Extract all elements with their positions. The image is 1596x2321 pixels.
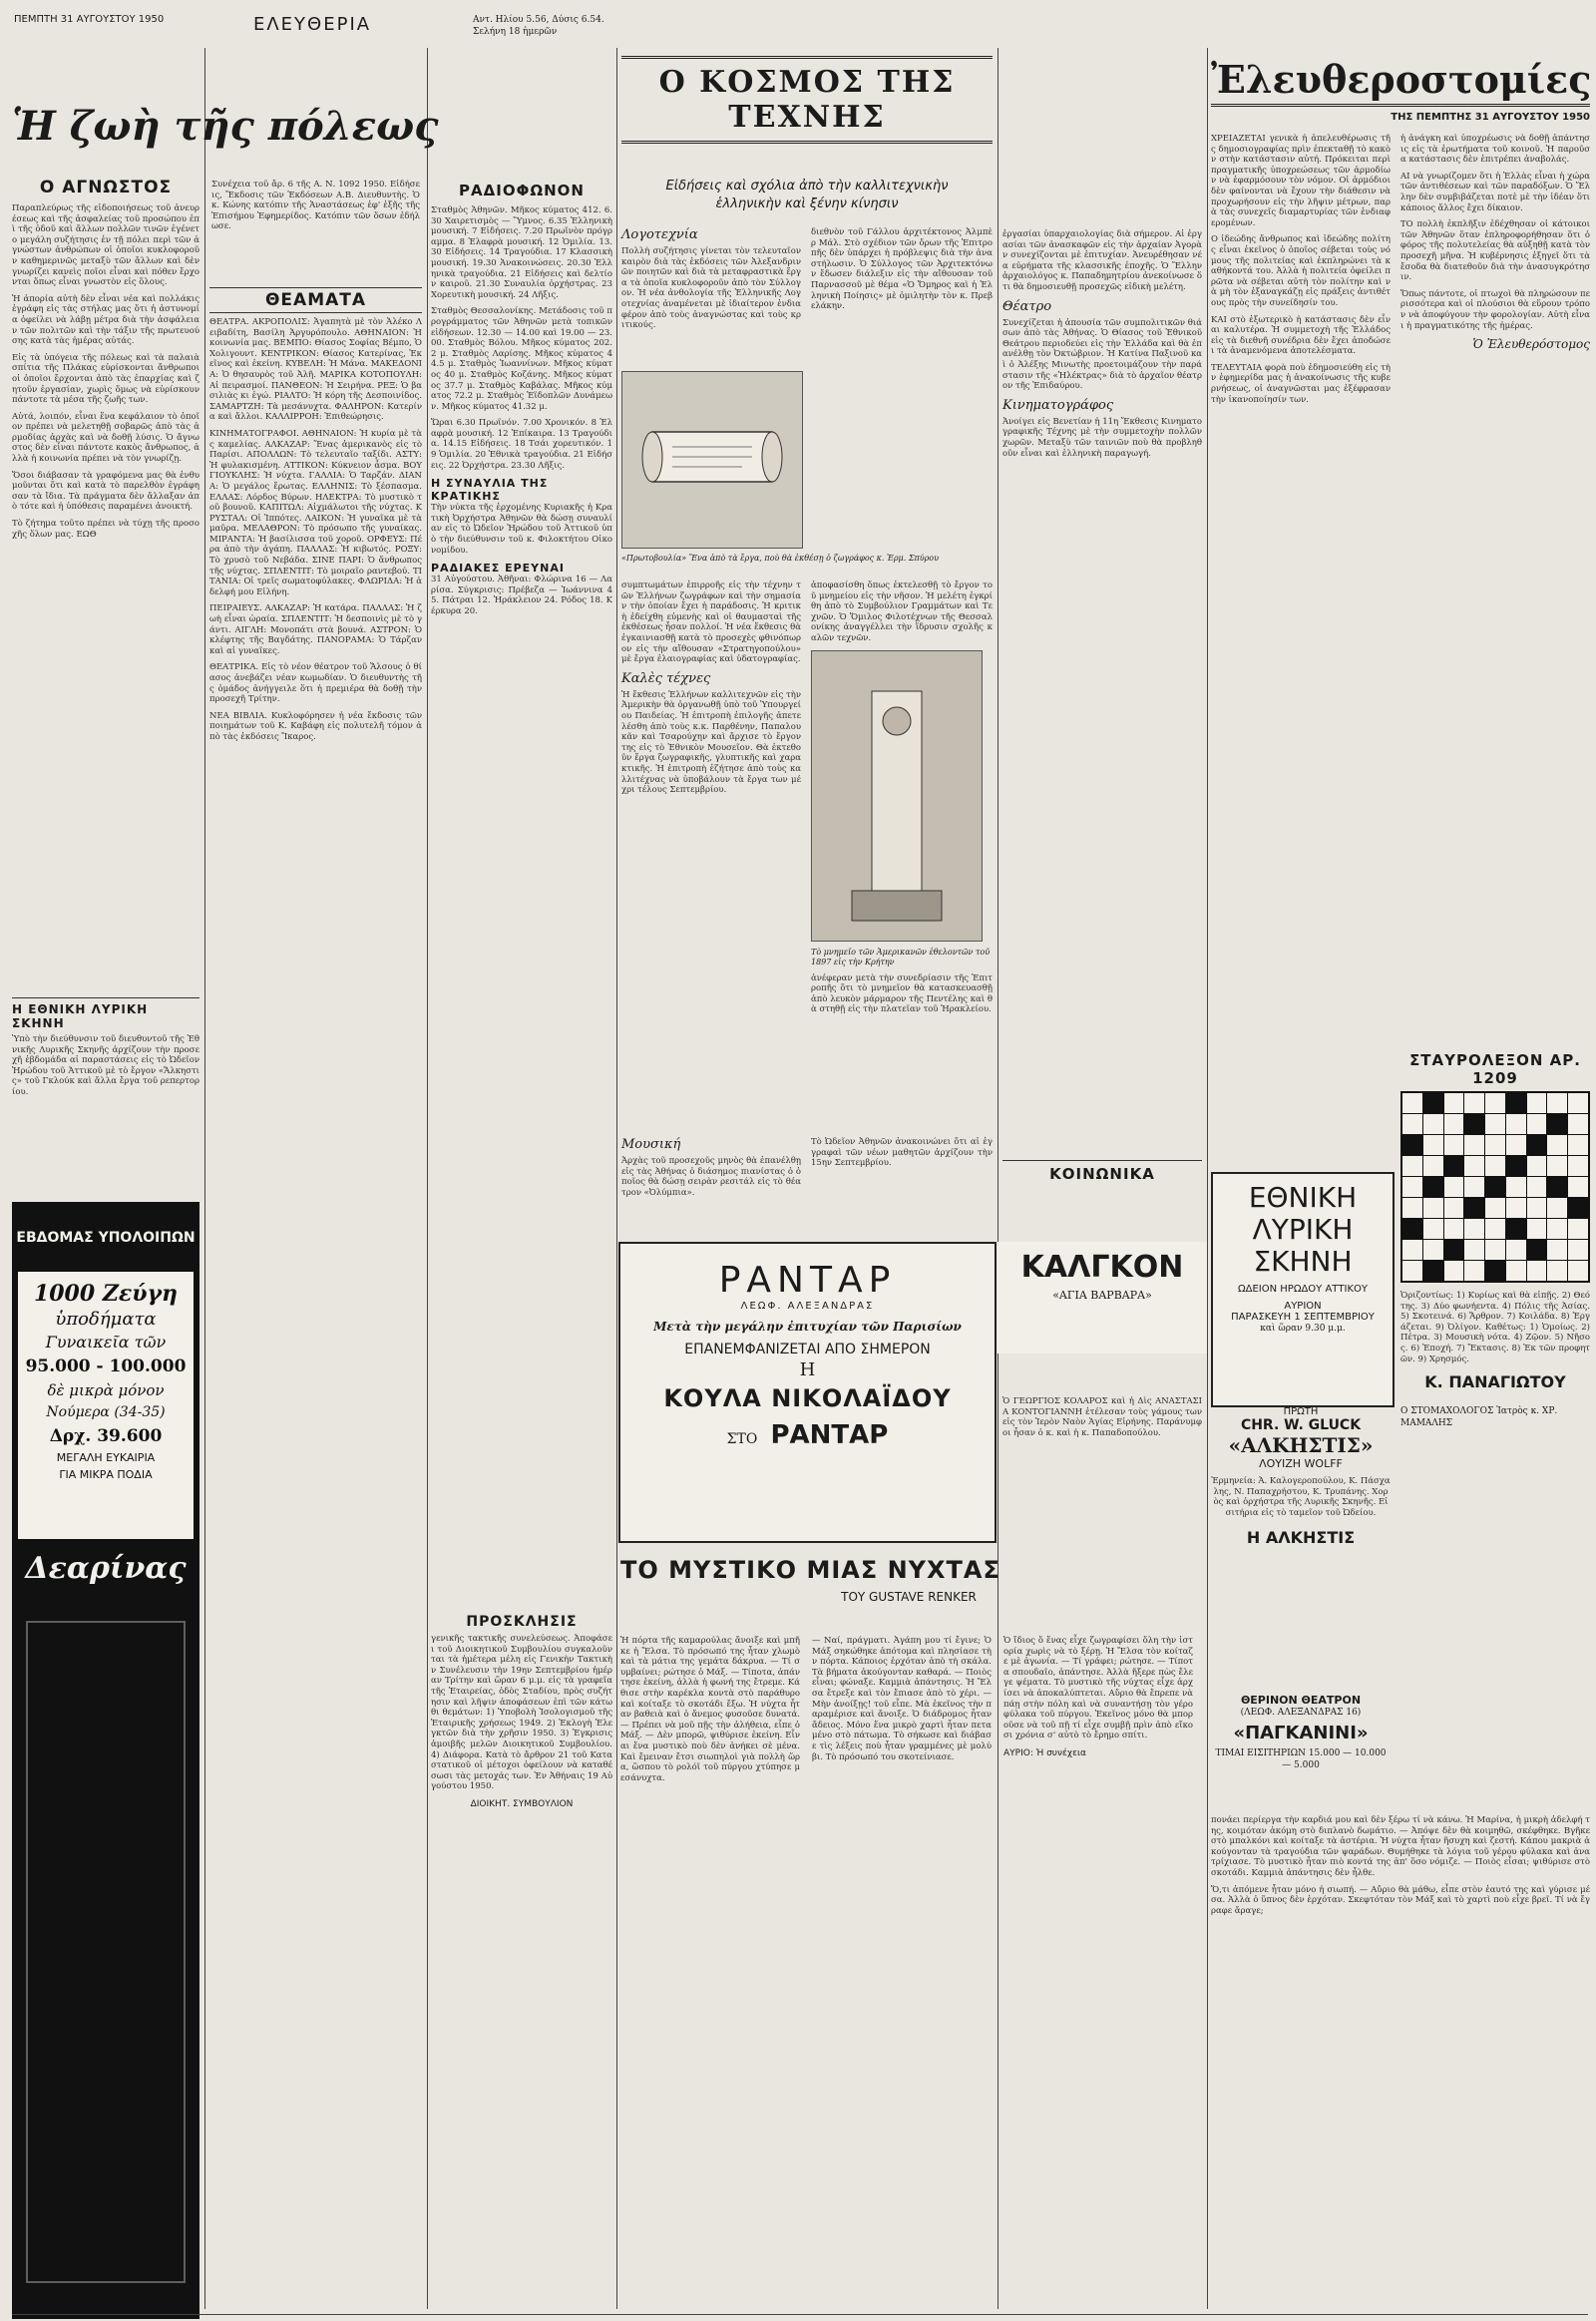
article-text: Τὸ ζήτημα τοῦτο πρέπει νὰ τύχῃ τῆς προσοχῆς ὅλων μας. ΕΩΘ <box>12 519 200 540</box>
art-heading: Ο ΚΟΣΜΟΣ ΤΗΣ ΤΕΧΝΗΣ <box>621 56 993 144</box>
radar-sto: ΣΤΟ <box>726 1431 758 1447</box>
radio-text: Τὴν νύκτα τῆς ἑρχομένης Κυριακῆς ἡ Κρατικὴ Ὀρχήστρα Ἀθηνῶν θὰ δώσῃ συναυλίαν εἰς τὸ Ὠδεῖον Ἡρώδου τοῦ Ἀττικοῦ ὑπὸ τὴν διεύθυνσιν τοῦ κ. Φιλοκτήτου Οἰκονομίδου. <box>431 503 612 556</box>
radio-heading: ΡΑΔΙΟΦΩΝΟΝ <box>459 182 585 199</box>
lyric-stage-article <box>12 997 200 1104</box>
shoe-sale-ad <box>12 1202 200 2319</box>
lyric-ad-opera: «ΑΛΚΗΣΤΙΣ» <box>1228 1433 1374 1457</box>
mystery-author: ΤΟΥ GUSTAVE RENKER <box>841 1590 977 1604</box>
art-subcol-a <box>621 227 801 337</box>
crossword-block <box>1400 1051 1590 1429</box>
koinonika-block <box>1002 1160 1202 1183</box>
eleftherostomies-col-a <box>1211 134 1391 411</box>
art-photo-monument <box>811 650 983 942</box>
city-life-heading: Ἡ ζωὴ τῆς πόλεως <box>12 103 439 150</box>
column-divider <box>427 48 428 2309</box>
cinema-heading: Κινηματογράφος <box>1002 397 1114 413</box>
radio-block <box>211 180 420 238</box>
shoe-ad-line: 1000 Ζεύγη <box>33 1281 179 1307</box>
column-divider <box>204 48 205 2309</box>
shoe-ad-ornament <box>26 1621 186 2283</box>
crossword-heading: ΣΤΑΥΡΟΛΕΞΟΝ ΑΡ. 1209 <box>1409 1051 1581 1087</box>
lyric-ad-composer: CHR. W. GLUCK <box>1240 1417 1362 1433</box>
music-heading: Μουσική <box>621 1137 681 1152</box>
theatres-heading: ΘΕΑΜΑΤΑ <box>209 287 422 313</box>
serial-text: Ὅ,τι ἀπόμενε ἦταν μόνο ἡ σιωπή. — Αὔριο θὰ μάθω, εἶπε στὸν ἑαυτό της καὶ γύρισε μέσα. Ἀλλὰ ὁ ὕπνος δὲν ἐρχόταν. Σκεφτόταν τὸν Μάξ καὶ τὸ χαρτὶ ποὺ εἶχε βρεῖ. Τί νὰ ἔγραφε ἄραγε; <box>1211 1884 1590 1916</box>
radar-venue-line <box>620 1420 995 1450</box>
column-text: ΤΕΛΕΥΤΑΙΑ φορὰ ποὺ ἐδημοσιεύθη εἰς τὴν ἐφημερίδα μας ἡ ἀνακοίνωσις τῆς κυβερνήσεως, οἱ ἀναγνῶσται μας ἐξέφρασαν τὴν ἱκανοποίησίν των. <box>1211 362 1391 405</box>
lyric-ad-line: ΣΚΗΝΗ <box>1253 1245 1353 1278</box>
art-text: ἐργασίαι ὑπαρχαιολογίας διὰ σήμερον. Αἱ ἐργασίαι τῶν ἀνασκαφῶν εἰς τὴν ἀρχαίαν Ἀγορὰν συνεχίζονται μὲ ἐπιτυχίαν. Ἀνευρέθησαν νέα εὑρήματα τῆς κλασσικῆς ἐποχῆς. Ὁ Ἕλλην ἀρχαιολόγος κ. Παπαδημητρίου ἀνεκοίνωσε ὅτι θὰ δημοσιευθῇ προσεχῶς εἰδικὴ μελέτη. <box>1002 229 1202 292</box>
shoe-ad-line: Γυναικεῖα τῶν <box>45 1333 167 1352</box>
invitation-block <box>431 1614 612 1810</box>
shoe-ad-price-range: 95.000 - 100.000 <box>25 1356 187 1376</box>
therinon-prices: ΤΙΜΑΙ ΕΙΣΙΤΗΡΙΩΝ 15.000 — 10.000 — 5.000 <box>1215 1748 1387 1770</box>
lyric-ad-line: ΛΥΡΙΚΗ <box>1252 1213 1354 1246</box>
page-bottom-rule <box>12 2314 1588 2315</box>
art-music <box>621 1137 801 1204</box>
agia-varvara: «ΑΓΙΑ ΒΑΡΒΑΡΑ» <box>1052 1289 1152 1302</box>
radio-col-a <box>209 0 422 2321</box>
art-caption: Τὸ μνημεῖο τῶν Ἀμερικανῶν ἐθελοντῶν τοῦ 1897 εἰς τὴν Κρήτην <box>811 947 991 967</box>
invitation-heading: ΠΡΟΣΚΛΗΣΙΣ <box>466 1614 578 1630</box>
article-text: Ὅσοι διάβασαν τὰ γραφόμενα μας θὰ ἐνθυμοῦνται ὅτι καὶ κατὰ τὸ παρελθὸν ἐγράφησαν τὰ ἴδια. Τὰ πράγματα δὲν ἄλλαξαν ἀπὸ τότε καὶ ἡ ὑπόθεσις παραμένει ἀνοικτή. <box>12 470 200 513</box>
art-text: Ἀνοίγει εἰς Βενετίαν ἡ 11η Ἔκθεσις Κινηματογραφικῆς Τέχνης μὲ τὴν συμμετοχὴν πολλῶν χωρῶν. Μεταξὺ τῶν ταινιῶν ποὺ θὰ προβληθοῦν εἶναι καὶ ἑλληνικὴ παραγωγή. <box>1002 416 1202 459</box>
lyric-ad-line: ΕΘΝΙΚΗ <box>1248 1181 1358 1214</box>
logotexnia-heading: Λογοτεχνία <box>621 227 698 242</box>
column-text: ΧΡΕΙΑΖΕΤΑΙ γενικὰ ἡ ἀπελευθέρωσις τῆς δημοσιογραφίας πρὶν ἐπεκταθῇ τὸ κακὸν στὴν κατάστασιν αὐτή. Πρόκειται περὶ πραγματικῆς ὑποχρεώσεως τῶν ἁρμοδίων νὰ ἐφαρμόσουν τὸν νόμον. Οἱ ἀρμόδιοι δὲν φαίνονται νὰ ἔχουν τὴν διάθεσιν νὰ προχωρήσουν εἰς τὴν λῆψιν μέτρων, παρὰ τὰς συνεχεῖς διαμαρτυρίας τῶν ἐνδιαφερομένων. <box>1211 134 1391 228</box>
art-text: ἀνέφεραν μετὰ τὴν συνεδρίασιν τῆς Ἐπιτροπῆς ὅτι τὸ μνημεῖον θὰ κατασκευασθῇ ἀπὸ λευκὸν μάρμαρον τῆς Πεντέλης καὶ θὰ στηθῇ εἰς τὴν πλατεῖαν τοῦ Ἡρακλείου. <box>811 972 993 1015</box>
shoe-ad-line: ὑποδήματα <box>55 1309 157 1330</box>
art-subcol-c <box>621 580 801 802</box>
mystery-col-a <box>620 1636 800 1789</box>
column-divider <box>616 48 617 2309</box>
crossword-grid[interactable] <box>1400 1091 1590 1283</box>
lyric-stage-ad <box>1211 1172 1395 1407</box>
shoe-ad-price: Δρχ. 39.600 <box>49 1426 163 1446</box>
radar-reappears: ΕΠΑΝΕΜΦΑΝΙΖΕΤΑΙ ΑΠΟ ΣΗΜΕΡΟΝ <box>684 1342 931 1357</box>
shoe-ad-panel <box>18 1272 194 1539</box>
crossword-clues: Ὁριζοντίως: 1) Κυρίως καὶ θὰ εἰπῇς. 2) Θεότης. 3) Δύο φωνήεντα. 4) Πόλις τῆς Ἀσίας. 5) Σκοτεινά. 6) Ἄρθρον. 7) Κοιλάδα. 8) Ἐργάζεται. 9) Ὀλίγον. Καθέτως: 1) Ὁμοίως. 2) Πέτρα. 3) Μουσικὴ νότα. 4) Ζῷον. 5) Νῆσος. 6) Ἐποχή. 7) Ἔκτασις. 8) Ἐκ τῶν προφητῶν. 9) Χρησμός. <box>1400 1291 1590 1364</box>
radio-text: Σταθμὸς Ἀθηνῶν. Μῆκος κύματος 412. 6.30 Χαιρετισμὸς — Ὕμνος. 6.35 Ἐλληνικὴ μουσική. 7 Εἰδήσεις. 7.20 Πρωϊνὸν πρόγραμμα. 8 Ἐλαφρὰ μουσική. 12 Ὁμιλία. 13.30 Εἰδήσεις. 14 Τραγούδια. 17 Κλασσικὴ μουσική. 19.30 Ἀνακοινώσεις. 20.30 Ἐλληνικὰ τραγούδια. 21 Εἰδήσεις καὶ δελτίον καιροῦ. 21.30 Συναυλία ὀρχήστρας. 23 Χορευτικὴ μουσική. 24 Λῆξις. <box>431 205 612 300</box>
article-text: Αὐτά, λοιπόν, εἶναι ἕνα κεφάλαιον τὸ ὁποῖον πρέπει νὰ μελετηθῇ σοβαρῶς ἀπὸ τὰς ἁρμοδίας ἀρχὰς καὶ νὰ δοθῇ λύσις. Ὁ ἄγνωστος δὲν εἶναι πάντοτε κακὸς ἄνθρωπος, ἀλλὰ ἡ κοινωνία πρέπει νὰ τὸν γνωρίζῃ. <box>12 411 200 465</box>
art-text: Πολλὴ συζήτησις γίνεται τὸν τελευταῖον καιρὸν διὰ τὰς ἐκδόσεις τῶν Ἀλεξανδρινῶν ποιητῶν καὶ διὰ τὰ μεταφραστικὰ ἔργα τὰ ὁποῖα κυκλοφοροῦν ἀπὸ τὸν Σύλλογον. Ἡ νέα ἀνθολογία τῆς Ἑλληνικῆς Λογοτεχνίας ἀναμένεται μὲ ἰδιαίτερον ἐνδιαφέρον ἀπὸ τοὺς ἀναγνώστας καὶ τοὺς κριτικούς. <box>621 246 801 331</box>
column-text: ἡ ἀνάγκη καὶ ὑποχρέωσις νὰ δοθῇ ἀπάντησις εἰς τὰ ἐρωτήματα τοῦ κοινοῦ. Ἡ παροῦσα κατάστασις δὲν ἐπιτρέπει ἀναβολάς. <box>1400 134 1590 166</box>
art-subcol-d <box>811 580 993 1021</box>
shoe-ad-brand: Δεαρίνας <box>25 1551 187 1586</box>
radar-venue: ΡΑΝΤΑΡ <box>770 1420 889 1450</box>
serial-text: πονάει περίεργα τὴν καρδιά μου καὶ δὲν ξέρω τί νὰ κάνω. Ἡ Μαρίνα, ἡ μικρὴ ἀδελφή της, κοιμόταν ἀκόμη στὸ διπλανὸ δωμάτιο. — Ἀπόψε δὲν θὰ κοιμηθῶ, σκέφθηκε. Βγῆκε στὸ μπαλκόνι καὶ κοίταξε τὰ ἀστέρια. Ἡ νύχτα ἦταν ἥσυχη καὶ ζεστή. Κάπου μακριὰ ἀκούγονταν τὰ τραγούδια τῶν ψαράδων. Θυμήθηκε τὰ λόγια τοῦ γέρου φύλακα καὶ ἀνατρίχιασε. Τὸ μυστικὸ ἦταν πιὸ κοντά της ἀπ' ὅσο νόμιζε. — Ποιὸς εἶσαι; ψιθύρισε στὸ σκοτάδι. Καμμιὰ ἀπάντησις δὲν ἦλθε. <box>1211 1815 1590 1878</box>
art-text: Συνεχίζεται ἡ ἀπουσία τῶν συμπολιτικῶν θιάσων ἀπὸ τὰς Ἀθήνας. Ὁ Θίασος τοῦ Ἐθνικοῦ Θεάτρου περιοδεύει εἰς τὴν Ἐλλάδα καὶ θὰ ἐπανέλθῃ τὸν Ὀκτώβριον. Ἡ Κατίνα Παξινοῦ καὶ ὁ Ἀλέξης Μινωτὴς προετοιμάζουν τὴν παράστασιν τῆς «Ἠλέκτρας» διὰ τὸ ἀρχαῖον θέατρον τῆς Ἐπιδαύρου. <box>1002 317 1202 392</box>
article-text: Εἰς τὰ ὑπόγεια τῆς πόλεως καὶ τὰ παλαιὰ σπίτια τῆς Πλάκας εὑρίσκονται ἄνθρωποι οἱ ὁποῖοι ἔρχονται ἀπὸ τὰς ἐπαρχίας καὶ ζητοῦν ἐργασίαν, χωρὶς ὅμως νὰ εὑρίσκουν πάντοτε τὰ μέσα τῆς ζωῆς των. <box>12 352 200 406</box>
art-misc <box>811 1137 993 1175</box>
mid-right-column <box>1002 0 1202 2321</box>
radio-subheading: Η ΣΥΝΑΥΛΙΑ ΤΗΣ ΚΡΑΤΙΚΗΣ <box>431 477 549 504</box>
monument-illustration-icon <box>812 651 982 941</box>
therinon-ad <box>1211 1694 1391 1771</box>
lyric-ad-time: καὶ ὥραν 9.30 μ.μ. <box>1260 1324 1346 1334</box>
article-text: Ὑπὸ τὴν διεύθυνσιν τοῦ διευθυντοῦ τῆς Ἐθνικῆς Λυρικῆς Σκηνῆς ἀρχίζουν τὴν προσεχῆ ἑβδομάδα αἱ παραστάσεις εἰς τὸ Ὠδεῖον Ἡρώδου τοῦ Ἀττικοῦ μὲ τὸ ἔργον «Ἄλκηστις» τοῦ Γκλούκ καὶ ἄλλα ἔργα τοῦ ρεπερτορίου. <box>12 1034 200 1097</box>
lyric-ad-first: ΠΡΩΤΗ <box>1283 1406 1319 1417</box>
koinonika-heading: ΚΟΙΝΩΝΙΚΑ <box>1002 1160 1202 1183</box>
lyric-stage-heading: Η ΕΘΝΙΚΗ ΛΥΡΙΚΗ ΣΚΗΝΗ <box>12 997 200 1030</box>
radar-ad <box>618 1242 997 1543</box>
kalgkon-title: ΚΑΛΓΚΟΝ <box>1020 1250 1184 1285</box>
mystery-col-b <box>812 1636 992 1768</box>
paper-name: ΕΛΕΥΘΕΡΙΑ <box>253 14 372 35</box>
lyric-ad-director: ΛΟΥΙΖΗ WOLFF <box>1259 1457 1343 1470</box>
lyric-ad-tomorrow: ΑΥΡΙΟΝ <box>1284 1301 1322 1312</box>
invitation-text: γενικῆς τακτικῆς συνελεύσεως. Ἀποφάσει τοῦ Διοικητικοῦ Συμβουλίου συγκαλοῦνται τὰ ἡμέτερα μέλη εἰς Γενικὴν Τακτικὴν Συνέλευσιν τὴν 19ην Σεπτεμβρίου ἡμέραν Τρίτην καὶ ὥραν 6 μ.μ. εἰς τὰ γραφεῖα τῆς Ἑταιρείας, ὁδὸς Σταδίου, πρὸς συζήτησιν καὶ λῆψιν ἀποφάσεων ἐπὶ τῶν κάτωθι θεμάτων: 1) Ὑποβολὴ Ἰσολογισμοῦ τῆς Ἑταιρικῆς χρήσεως 1949. 2) Ἐκλογὴ Ἐλεγκτῶν διὰ τὴν χρῆσιν 1950. 3) Ἐγκρισις ἀμοιβῆς μελῶν Διοικητικοῦ Συμβουλίου. 4) Διάφορα. Κατὰ τὸ ἄρθρον 21 τοῦ Καταστατικοῦ οἱ μέτοχοι ὀφείλουν νὰ καταθέσωσι τὰς μετοχάς των. Ἐν Ἀθήναις 19 Αὐγούστου 1950. <box>431 1634 612 1792</box>
column-text: ΤΟ πολλὴ ἐκπλῆξιν ἐδέχθησαν οἱ κάτοικοι τῶν Ἀθηνῶν ὅταν ἐπληροφορήθησαν ὅτι ὁ φόρος τῆς πολυτελείας θὰ αὐξηθῇ κατὰ τὸν προσεχῆ μῆνα. Ἡ κυβέρνησις ἐξηγεῖ ὅτι τὰ ἔσοδα θὰ διατεθοῦν διὰ τὴν ἀνασυγκρότησιν. <box>1400 219 1590 283</box>
shoe-ad-line: δὲ μικρὰ μόνον <box>47 1381 165 1399</box>
art-text: Ἡ ἔκθεσις Ἑλλήνων καλλιτεχνῶν εἰς τὴν Ἀμερικὴν θὰ ὀργανωθῇ ὑπὸ τοῦ Ὑπουργείου Παιδείας. Ἡ ἐπιτροπὴ ἐπιλογῆς ἀπετελέσθη ἀπὸ τοὺς κ.κ. Παρθένην, Παπαλουκᾶν καὶ Τσαρούχην καὶ ἄρχισε τὸ ἔργον της εἰς τὸ Ἐθνικὸν Μουσεῖον. Θὰ ἐκτεθοῦν ἔργα ζωγραφικῆς, γλυπτικῆς καὶ χαρακτικῆς. Ἡ ἐπιτροπὴ ἐζήτησε ἀπὸ τοὺς καλλιτέχνας νὰ ὑποβάλουν τὰ ἔργα των μέχρι τέλους Σεπτεμβρίου. <box>621 689 801 796</box>
radar-article: Η <box>799 1359 816 1380</box>
art-subcol-b <box>811 227 993 318</box>
column-text: ΑΙ νὰ γνωρίζομεν ὅτι ἡ Ἑλλὰς εἶναι ἡ χώρα τῶν ἀντιθέσεων καὶ τῶν παραδόξων. Ὁ Ἕλλην δὲν συμβιβάζεται ποτὲ μὲ τὴν ἰδέαν ὅτι κάποιος ἄλλος ἔχει δίκαιον. <box>1400 171 1590 213</box>
column-text: Ο ἰδεώδης ἄνθρωπος καὶ ἰδεώδης πολίτης εἶναι ἐκεῖνος ὁ ὁποῖος σέβεται τοὺς νόμους τῆς πολιτείας καὶ ἐκπληρώνει τὰ καθήκοντά του. Ἀλλὰ ἡ πολιτεία ὀφείλει πρῶτα νὰ σέβεται αὐτὴ τὸν πολίτην καὶ νὰ μὴ τὸν ἐξαναγκάζῃ εἰς πράξεις ἀντιθέτους πρὸς τὴν συνείδησίν του. <box>1211 234 1391 308</box>
theatre-listing: ΘΕΑΤΡΑ. ΑΚΡΟΠΟΛΙΣ: Ἀγαπητὰ μὲ τὸν Ἀλέκο Λειβαδίτη, Βασίλη Ἀργυρόπουλο. ΑΘΗΝΑΙΟΝ: Ἡ κοινωνία μας. ΒΕΜΠΟ: Θίασος Σοφίας Βέμπο, Ὁ Χολιγουντ. ΚΕΝΤΡΙΚΟΝ: Θίασος Κατερίνας, Ἐκεῖνος καὶ ἐκείνη. ΚΥΒΕΛΗ: Ἡ Μάνα. ΜΑΚΕΔΟΝΙΑ: Ὁ θησαυρὸς τοῦ Ἀλῆ. ΜΑΡΙΚΑ ΚΟΤΟΠΟΥΛΗ: Αἱ πειρασμοί. ΠΑΝΘΕΟΝ: Ἡ Σειρήνα. ΡΕΞ: Ὁ βασιλιὰς κι ἐγώ. ΡΙΑΛΤΟ: Ἡ κόρη τῆς Δεσποινίδος. ΣΑΜΑΡΤΖΗ: Τὰ μεσάνυχτα. ΦΑΛΗΡΟΝ: Κατερίνα καὶ ἄλλοι. ΚΑΛΛΙΡΡΟΗ: Ἐπιθεώρησις. <box>209 317 422 423</box>
serial-continued: ΑΥΡΙΟ: Ἡ συνέχεια <box>1003 1747 1086 1758</box>
article-text: Παραπλεύρως τῆς εἰδοποιήσεως τοῦ ἀνευρέσεως καὶ τῆς ἀσφαλείας τοῦ προσώπου ἐπὶ τῆς ὁδοῦ καὶ ἄλλων πολλῶν τινῶν ἐγένετο μεγάλη συζήτησις ἐν τῇ πόλει περὶ τῶν ἀγνώστων ἀνθρώπων οἱ ὁποῖοι κυκλοφοροῦν καθημερινῶς μεταξὺ τῶν ἄλλων καὶ δὲν γνωρίζει κανεὶς ποῖοι εἶναι καὶ πόθεν ἔρχονται ὅπως εἶναι γνωστὸν εἰς ὅλους. <box>12 203 200 288</box>
art-text: ἀποφασίσθη ὅπως ἐκτελεσθῇ τὸ ἔργον τοῦ μνημείου εἰς τὴν νῆσον. Ἡ μελέτη ἐγκρίθη ἀπὸ τὸ Συμβούλιον Γραμμάτων καὶ Τεχνῶν. Ὁ Ὅμιλος Φιλοτέχνων τῆς Θεσσαλονίκης ἀναγγέλλει τὴν ἵδρυσιν σχολῆς καλῶν τεχνῶν. <box>811 580 993 643</box>
art-text: Ἀρχὰς τοῦ προσεχοῦς μηνὸς θὰ ἐπανέλθῃ εἰς τὰς Ἀθήνας ὁ διάσημος πιανίστας ὁ ὁποῖος θὰ δώσῃ σειρὰν ρεσιτάλ εἰς τὸ θέατρον «Ὀλύμπια». <box>621 1156 801 1198</box>
art-subtitle: Εἰδήσεις καὶ σχόλια ἀπὸ τὴν καλλιτεχνικὴν ἑλληνικὴν καὶ ξένην κίνησιν <box>665 179 949 211</box>
sun-moon-note: Αντ. Ηλίου 5.56, Δύσις 6.54. Σελήνη 18 ἡμερῶν <box>473 15 604 37</box>
right-column <box>1211 0 1590 2321</box>
doctor-name: Κ. ΠΑΝΑΓΙΩΤΟΥ <box>1424 1372 1566 1392</box>
art-subcol-e <box>1002 229 1202 465</box>
radar-tagline: Μετὰ τὴν μεγάλην ἐπιτυχίαν τῶν Παρισίων <box>653 1320 962 1334</box>
unknown-article <box>12 178 200 546</box>
lyric-ad-venue: ΩΔΕΙΟΝ ΗΡΩΔΟΥ ΑΤΤΙΚΟΥ <box>1237 1284 1368 1295</box>
serial-text: Ἡ πόρτα τῆς καμαρούλας ἄνοιξε καὶ μπῆκε ἡ Ἔλσα. Τὸ πρόσωπό της ἦταν χλωμὸ καὶ τὰ μάτια της γεμάτα δάκρυα. — Τί συμβαίνει; ρώτησε ὁ Μάξ. — Τίποτα, ἀπάντησε ἐκείνη, ἀλλὰ ἡ φωνή της ἔτρεμε. Κάθισε στὴν καρέκλα κοντὰ στὸ παράθυρο καὶ κοίταξε τὸ σκοτάδι ἔξω. Ἡ νύχτα ἦταν βαθειὰ καὶ ὁ ἄνεμος φυσοῦσε δυνατά. — Πρέπει νὰ μοῦ πῇς τὴν ἀλήθεια, εἶπε ὁ Μάξ. — Δὲν μπορῶ, ψιθύρισε ἐκείνη. Εἶναι ἕνα μυστικὸ ποὺ δὲν ἀνήκει σὲ μένα. Καὶ ἔμειναν ἔτσι σιωπηλοὶ γιὰ πολλὴ ὥρα, ὥσπου τὸ ρολόϊ τοῦ πύργου χτύπησε μεσάνυχτα. <box>620 1636 800 1783</box>
scroll-illustration-icon <box>622 372 800 546</box>
therinon-title: ΘΕΡΙΝΟΝ ΘΕΑΤΡΟΝ <box>1240 1694 1362 1707</box>
lyric-ad-cast: Ἐρμηνεία: Ἀ. Καλογεροπούλου, Κ. Πάσχαλης, Ν. Παπαχρήστου, Κ. Τρυπάνης. Χορὸς καὶ ὀρχήστρα τῆς Λυρικῆς Σκηνῆς. Εἰσιτήρια εἰς τὸ ταμεῖον τοῦ Ὠδείου. <box>1211 1476 1391 1518</box>
cinema-listing: ΝΕΑ ΒΙΒΛΙΑ. Κυκλοφόρησεν ἡ νέα ἔκδοσις τῶν ποιημάτων τοῦ Κ. Καβάφη εἰς πολυτελῆ τόμον ἀπὸ τὰς ἐκδόσεις Ἴκαρος. <box>209 710 422 742</box>
social-text: Ὁ ΓΕΩΡΓΙΟΣ ΚΟΛΑΡΟΣ καὶ ἡ Δὶς ΑΝΑΣΤΑΣΙΑ ΚΟΝΤΟΓΙΑΝΝΗ ἐτέλεσαν τοὺς γάμους των εἰς τὸν Ἱερὸν Ναὸν Ἁγίας Εἰρήνης. Παράνυμφοι ἦσαν ὁ κ. καὶ ἡ κ. Παπαδοπούλου. <box>1002 1396 1202 1438</box>
radio-text: 31 Αὐγούστου. Ἀθῆναι: Φλώρινα 16 — Λαρίσα. Σύγκρισις: Πρέβεζα — Ἰωάννινα 45. Πάτραι 12. Ἡράκλειον 24. Ρόδος 18. Κέρκυρα 20. <box>431 575 612 616</box>
radio-col-b <box>431 0 612 2321</box>
eleftherostomies-date: ΤΗΣ ΠΕΜΠΤΗΣ 31 ΑΥΓΟΥΣΤΟΥ 1950 <box>1391 112 1590 123</box>
therinon-address: (ΛΕΩΦ. ΑΛΕΞΑΝΔΡΑΣ 16) <box>1240 1708 1362 1718</box>
radio-text: Σταθμὸς Θεσσαλονίκης. Μετάδοσις τοῦ προγράμματος τῶν Ἀθηνῶν μετὰ τοπικῶν εἰδήσεων. 12.30 — 14.00 καὶ 19.00 — 23.00. Σταθμὸς Βόλου. Μῆκος κύματος 202.2 μ. Σταθμὸς Λαρίσης. Μῆκος κύματος 44.5 μ. Σταθμὸς Ἰωαννίνων. Μῆκος κύματος 40 μ. Σταθμὸς Κοζάνης. Μῆκος κύματος 37.7 μ. Σταθμὸς Καβάλας. Μῆκος κύματος 72.2 μ. Σταθμὸς Ἐϊδοπλῶν Δυνάμεων. Μῆκος κύματος 41.32 μ. <box>431 306 612 412</box>
column-text: Ὅπως πάντοτε, οἱ πτωχοὶ θὰ πληρώσουν περισσότερα καὶ οἱ πλούσιοι θὰ εὕρουν τρόπον νὰ ἀποφύγουν τὴν φορολογίαν. Αὐτὴ εἶναι ἡ πραγματικότης τῆς ἡμέρας. <box>1400 288 1590 331</box>
art-text: Τὸ Ὠδεῖον Ἀθηνῶν ἀνακοινώνει ὅτι αἱ ἐγγραφαὶ τῶν νέων μαθητῶν ἀρχίζουν τὴν 15ην Σεπτεμβρίου. <box>811 1137 993 1169</box>
radar-address: ΛΕΩΦ. ΑΛΕΞΑΝΔΡΑΣ <box>740 1301 875 1312</box>
shoe-ad-line: Νούμερα (34-35) <box>46 1404 166 1420</box>
board-signature: ΔΙΟΙΚΗΤ. ΣΥΜΒΟΥΛΙΟΝ <box>470 1798 574 1809</box>
radar-performer: ΚΟΥΛΑ ΝΙΚΟΛΑΪΔΟΥ <box>663 1384 952 1412</box>
art-photo-scroll <box>621 371 803 549</box>
koinonika-text <box>1002 1396 1202 1444</box>
article-text: Ἡ ἀπορία αὐτὴ δὲν εἶναι νέα καὶ πολλάκις ἐγράφη εἰς τὰς στήλας μας ὅτι ἡ ἀστυνομία ὀφείλει νὰ λάβῃ μέτρα διὰ τὴν ἀσφάλειαν τῶν πολιτῶν καὶ τὴν τάξιν τῆς πρωτευούσης κατὰ τὰς ἡμέρας αὐτάς. <box>12 293 200 347</box>
serial-text: Ὁ ἴδιος ὅ ἕνας εἶχε ζωγραφίσει ὅλη τὴν ἱστορία χωρὶς νὰ τὸ ξέρῃ. Ἡ Ἔλσα τὸν κοίταζε μὲ ἀγωνία. — Τί γράφει; ρώτησε. — Τίποτα σπουδαῖο, ἀπάντησε. Ἀλλὰ ἤξερε πὼς ἔλεγε ψέματα. Τὸ μυστικὸ τῆς νύχτας εἶχε ἀρχίσει νὰ ἀποκαλύπτεται. Αὔριο θὰ ἔπρεπε νὰ πάῃ στὴν πόλη καὶ νὰ συναντήσῃ τὸν γέρο φύλακα τοῦ πύργου. Ἐκεῖνος μόνο θὰ μποροῦσε νὰ τοῦ πῇ τί εἶχε συμβῇ πρὶν ἀπὸ εἴκοσι χρόνια σ' αὐτὸ τὸ ἔρημο σπίτι. <box>1003 1636 1193 1741</box>
radio-subheading: ΡΑΔΙΑΚΕΣ ΕΡΕΥΝΑΙ <box>431 562 565 576</box>
column-text: ΚΑΙ στὸ ἐξωτερικὸ ἡ κατάστασις δὲν εἶναι καλυτέρα. Ἡ συμμετοχὴ τῆς Ἑλλάδος εἰς τὰ διεθνῆ συνέδρια δὲν ἔχει ἀποδώσει τὰ ἀναμενόμενα ἀποτελέσματα. <box>1211 314 1391 357</box>
serial-right <box>1211 1815 1590 1922</box>
theatre-heading: Θέατρο <box>1002 298 1052 314</box>
date-line: ΠΕΜΠΤΗ 31 ΑΥΓΟΥΣΤΟΥ 1950 <box>14 14 165 25</box>
unknown-heading: Ο ΑΓΝΩΣΤΟΣ <box>39 178 173 197</box>
shoe-ad-headline: ΕΒΔΟΜΑΣ ΥΠΟΛΟΙΠΩΝ <box>16 1230 196 1246</box>
stomach-doctor: Ο ΣΤΟΜΑΧΟΛΟΓΟΣ Ἰατρὸς κ. ΧΡ. ΜΑΜΑΛΗΣ <box>1400 1406 1558 1429</box>
radio-program <box>431 205 612 623</box>
serial-text: — Ναί, πράγματι. Ἀγάπη μου τί ἔγινε; Ὁ Μάξ σηκώθηκε ἀπότομα καὶ πλησίασε τὴν πόρτα. Κάποιος ἐρχόταν ἀπὸ τὴ σκάλα. Τὰ βήματα ἀκούγονταν καθαρά. — Ποιὸς εἶναι; φώναξε. Καμμιὰ ἀπάντησις. Ἡ Ἔλσα ἔτρεξε καὶ τὸν ἔπιασε ἀπὸ τὸ χέρι. — Μὴν ἀνοίξῃς! τοῦ εἶπε. Μὰ ἐκεῖνος τὴν παραμέρισε καὶ ἄνοιξε. Ὁ διάδρομος ἦταν ἄδειος. Μόνο ἕνα μικρὸ χαρτὶ ἦταν πεταμένο στὸ πάτωμα. Τὸ σήκωσε καὶ διάβασε τὶς λέξεις ποὺ ἦταν γραμμένες μὲ μολύβι. Τὸ πρόσωπό του σκοτείνιασε. <box>812 1636 992 1762</box>
shoe-ad-line: ΓΙΑ ΜΙΚΡΑ ΠΟΔΙΑ <box>59 1468 153 1481</box>
art-text: διεθνὸν τοῦ Γάλλου ἀρχιτέκτονος Ἀλμπὲρ Μάλ. Στὸ σχέδιον τῶν ὄρων τῆς Ἐπιτροπῆς δὲν ὑπάρχει ἡ πρόβλεψις διὰ τὴν ἀναστήλωσιν. Ὁ Σύλλογος τῶν Ἀρχιτεκτόνων ἔδωσεν διάλεξιν εἰς τὴν αἴθουσαν τοῦ Παρνασσοῦ μὲ θέμα «Ὁ Ὄμηρος καὶ ἡ Ἑλληνικὴ Ποίησις» μὲ ὁμιλητὴν τὸν κ. Πρεβελάκην. <box>811 227 993 312</box>
radio-text: Συνέχεια τοῦ ἄρ. 6 τῆς Α. Ν. 1092 1950. Εἰδήσεις, Ἔκδοσις τῶν Ἐκδόσεων Α.Β. Διευθυντὴς. Ὁ κ. Κώνης κατόπιν τῆς Ἀναστάσεως ἐφ' ἑξῆς τῆς Ἐπισήμου Ἐφημερίδος. Κατόπιν τῶν ὅσων ἐδήλωσε. <box>211 180 420 232</box>
column-divider <box>1207 48 1208 2309</box>
eleftherostomies-col-b <box>1400 134 1590 351</box>
art-text: συμπτωμάτων ἐπιρροῆς εἰς τὴν τέχνην τῶν Ἑλλήνων ζωγράφων καὶ τὴν σημασίαν τὴν ὁποίαν ἔχει ἡ παράδοσις. Ἡ κριτικὴ ἐδείχθη εὐμενὴς καὶ οἱ θαυμασταὶ τῆς ἐκθέσεως ἦσαν πολλοί. Ἡ νέα ἔκθεσις θὰ ἐγκαινιασθῇ κατὰ τὸ προσεχὲς φθινόπωρον εἰς τὴν αἴθουσαν «Στρατηγοπούλου» μὲ ἔργα ἐλαιογραφίας καὶ ὑδατογραφίας. <box>621 580 801 665</box>
eleftherostomies-heading: Ἐλευθεροστομίες <box>1211 56 1590 107</box>
kala-texnes-heading: Καλὲς τέχνες <box>621 670 711 686</box>
shoe-ad-line: ΜΕΓΑΛΗ ΕΥΚΑΙΡΙΑ <box>56 1451 156 1464</box>
radio-text: Ὥραι 6.30 Πρωϊνόν. 7.00 Χρονικόν. 8 Ἐλαφρὰ μουσική. 12 Ἐπίκαιρα. 13 Τραγούδια. 14.15 Εἰδήσεις. 18 Τσάι χορευτικόν. 19 Ὁμιλία. 20 Ἐθνικὰ τραγούδια. 21 Εἰδήσεις. 22 Ὀρχήστρα. 23.30 Λῆξις. <box>431 418 612 471</box>
alkistis-heading: Η ΑΛΚΗΣΤΙΣ <box>1246 1528 1356 1548</box>
radar-title: ΡΑΝΤΑΡ <box>718 1260 897 1301</box>
lyric-ad-date: ΠΑΡΑΣΚΕΥΗ 1 ΣΕΠΤΕΜΒΡΙΟΥ <box>1231 1312 1375 1323</box>
cinema-listing: ΘΕΑΤΡΙΚΑ. Εἰς τὸ νέον θέατρον τοῦ Ἄλσους ὁ θίασος ἀνεβάζει νέαν κωμωδίαν. Ὁ διευθυντὴς τῆς ὁμάδος ἀνήγγειλε ὅτι ἡ πρεμιέρα θὰ δοθῇ τὴν προσεχῆ Τρίτην. <box>209 662 422 705</box>
therinon-play: «ΠΑΓΚΑΝΙΝΙ» <box>1233 1723 1369 1743</box>
mystery-title: ΤΟ ΜΥΣΤΙΚΟ ΜΙΑΣ ΝΥΧΤΑΣ <box>620 1556 1000 1584</box>
art-caption: «Πρωτοβουλία» Ἕνα ἀπὸ τὰ ἔργα, ποὺ θὰ ἐκθέσῃ ὁ ζωγράφος κ. Ἐρμ. Σπύρου <box>621 554 939 563</box>
cinema-listing: ΠΕΙΡΑΙΕΥΣ. ΑΛΚΑΖΑΡ: Ἡ κατάρα. ΠΑΛΛΑΣ: Ἡ ζωὴ εἶναι ὡραία. ΣΠΛΕΝΤΙΤ: Ἡ δεσποινὶς μὲ τὸ γάντι. ΑΙΓΛΗ: Μονοπάτι στὰ βουνά. ΑΣΤΡΟΝ: Ὁ κλέφτης τῆς Βαγδάτης. ΠΑΝΟΡΑΜΑ: Ὁ Τάρζαν καὶ αἱ γυναῖκες. <box>209 603 422 656</box>
lyric-ad-details <box>1211 1406 1391 1547</box>
column-signature: Ὁ Ἐλευθερόστομος <box>1472 337 1590 352</box>
cinema-listing: ΚΙΝΗΜΑΤΟΓΡΑΦΟΙ. ΑΘΗΝΑΙΟΝ: Ἡ κυρία μὲ τὰς καμελίας. ΑΛΚΑΖΑΡ: Ἕνας ἀμερικανὸς εἰς τὸ Παρίσι. ΑΠΟΛΛΩΝ: Τὸ τελευταῖο ταξίδι. ΑΣΤΥ: Ἡ φυλακισμένη. ΑΤΤΙΚΟΝ: Κύκνειον ἆσμα. ΒΟΥΓΙΟΥΚΛΗΣ: Ἡ νύχτα. ΓΑΛΛΙΑ: Ὁ Ταρζάν. ΔΙΑΝΑ: Ὁ μεγάλος ἔρωτας. ΕΛΛΗΝΙΣ: Τὸ ξέσπασμα. ΕΛΛΑΣ: Λόρδος Βύρων. ΗΛΕΚΤΡΑ: Τὸ μυστικὸ τοῦ βουνοῦ. ΚΑΠΙΤΩΛ: Αἰχμάλωτοι τῆς νύχτας. ΚΡΥΣΤΑΛ: Οἱ Ἰππότες. ΛΑΙΚΟΝ: Ἡ γυναῖκα μὲ τὰ μαῦρα. ΜΕΛΑΘΡΟΝ: Τὸ πρόσωπο τῆς γυναίκας. ΜΙΡΑΝΤΑ: Ἡ βασίλισσα τοῦ χοροῦ. ΟΡΦΕΥΣ: Πέρα ἀπὸ τὴν ἀγάπη. ΠΑΛΛΑΣ: Ἡ κιβωτός. ΡΟΞΥ: Τὸ χρυσὸ τοῦ Νεβάδα. ΣΙΝΕ ΠΑΡΙ: Ὁ ἄνθρωπος τῆς νύχτας. ΣΠΛΕΝΤΙΤ: Τὸ μοιραῖο ραντεβού. ΤΙΤΑΝΙΑ: Οἱ τρεῖς σωματοφύλακες. ΦΛΩΡΙΔΑ: Ἡ ἀδελφή μου Εἰλήνη. <box>209 428 422 597</box>
theatres-block <box>209 287 422 749</box>
